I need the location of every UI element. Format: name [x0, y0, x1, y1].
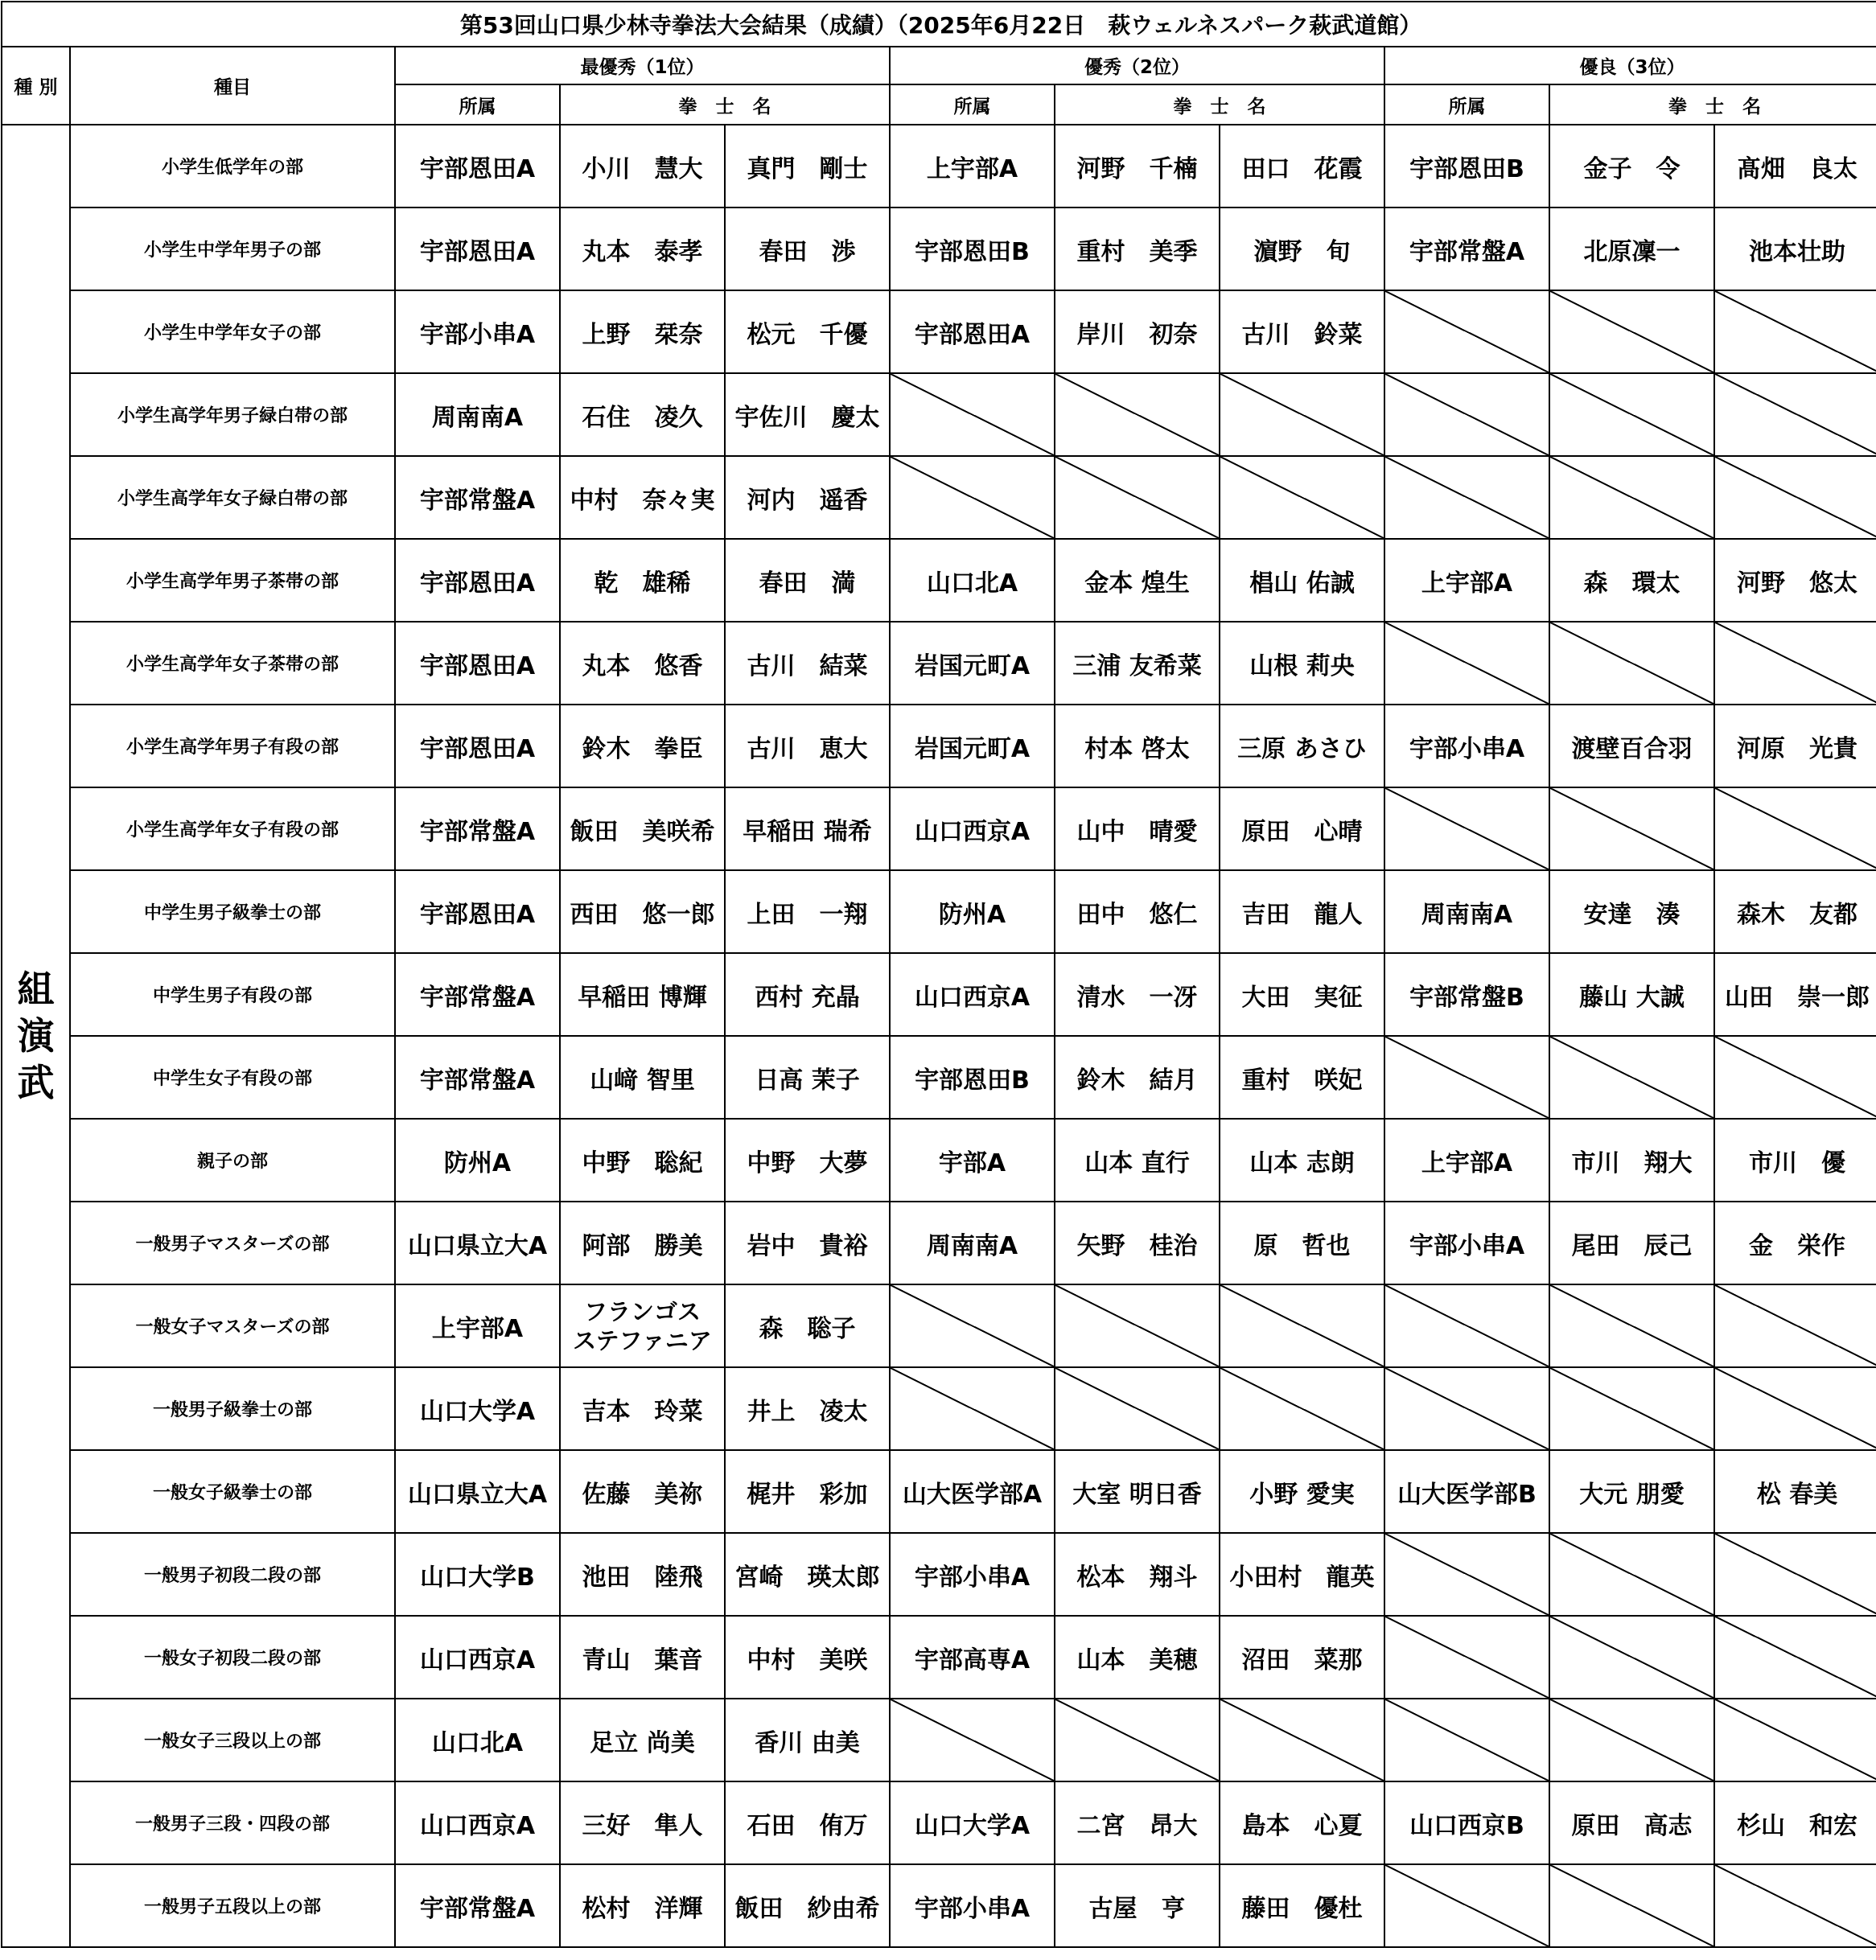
- rank2-name-2-cell: 山本 志朗: [1220, 1119, 1384, 1202]
- rank1-name-2-cell: 古川 恵大: [725, 705, 890, 787]
- rank3-affiliation-header: 所属: [1384, 84, 1549, 125]
- rank3-name-1-cell: 市川 翔大: [1549, 1119, 1714, 1202]
- empty-slash-cell: [1714, 1533, 1876, 1616]
- rank1-affiliation-cell: 宇部恩田A: [395, 870, 560, 953]
- rank2-affiliation-cell: 周南南A: [890, 1202, 1055, 1284]
- rank2-name-2-cell: 小田村 龍英: [1220, 1533, 1384, 1616]
- rank1-name-1-cell: 乾 雄稀: [560, 539, 725, 622]
- rank2-name-2-cell: 原 哲也: [1220, 1202, 1384, 1284]
- rank1-name-2-cell: 真門 剛士: [725, 125, 890, 208]
- rank1-affiliation-cell: 宇部恩田A: [395, 125, 560, 208]
- rank3-affiliation-cell: 山大医学部B: [1384, 1450, 1549, 1533]
- event-cell: 一般女子三段以上の部: [70, 1699, 395, 1781]
- event-cell: 小学生高学年男子有段の部: [70, 705, 395, 787]
- table-row: [2, 1864, 1876, 1947]
- rank3-affiliation-cell: 宇部小串A: [1384, 705, 1549, 787]
- empty-slash-cell: [1055, 1367, 1220, 1450]
- rank3-name-2-cell: 森木 友都: [1714, 870, 1876, 953]
- table-row: [2, 456, 1876, 539]
- rank1-name-1-cell: フランゴス ステファニア: [560, 1284, 725, 1367]
- rank1-name-1-cell: 足立 尚美: [560, 1699, 725, 1781]
- event-cell: 一般男子級拳士の部: [70, 1367, 395, 1450]
- rank2-affiliation-cell: 防州A: [890, 870, 1055, 953]
- rank1-name-1-cell: 佐藤 美祢: [560, 1450, 725, 1533]
- empty-slash-cell: [1549, 622, 1714, 705]
- empty-slash-cell: [1384, 456, 1549, 539]
- table-row: [2, 870, 1876, 953]
- event-cell: 小学生高学年男子緑白帯の部: [70, 373, 395, 456]
- rank2-affiliation-cell: 岩国元町A: [890, 622, 1055, 705]
- table-row: [2, 373, 1876, 456]
- empty-slash-cell: [1549, 787, 1714, 870]
- rank3-affiliation-cell: 宇部常盤A: [1384, 208, 1549, 290]
- rank1-affiliation-cell: 宇部恩田A: [395, 208, 560, 290]
- empty-slash-cell: [1384, 1367, 1549, 1450]
- event-cell: 小学生高学年女子緑白帯の部: [70, 456, 395, 539]
- empty-slash-cell: [1220, 1284, 1384, 1367]
- rank1-affiliation-cell: 宇部常盤A: [395, 787, 560, 870]
- rank2-name-1-cell: 鈴木 結月: [1055, 1036, 1220, 1119]
- rank1-name-1-cell: 石住 凌久: [560, 373, 725, 456]
- rank1-affiliation-cell: 周南南A: [395, 373, 560, 456]
- rank1-name-2-cell: 日高 茉子: [725, 1036, 890, 1119]
- rank1-name-2-cell: 西村 充晶: [725, 953, 890, 1036]
- rank2-affiliation-cell: 宇部恩田B: [890, 208, 1055, 290]
- empty-slash-cell: [1384, 290, 1549, 373]
- rank2-header: 優秀（2位）: [890, 47, 1384, 84]
- empty-slash-cell: [1220, 373, 1384, 456]
- empty-slash-cell: [1384, 1284, 1549, 1367]
- rank3-affiliation-cell: 周南南A: [1384, 870, 1549, 953]
- event-cell: 中学生男子有段の部: [70, 953, 395, 1036]
- rank1-names-header: 拳 士 名: [560, 84, 890, 125]
- empty-slash-cell: [890, 373, 1055, 456]
- rank1-affiliation-cell: 宇部常盤A: [395, 456, 560, 539]
- rank1-affiliation-cell: 山口大学A: [395, 1367, 560, 1450]
- rank1-name-1-cell: 阿部 勝美: [560, 1202, 725, 1284]
- empty-slash-cell: [1714, 787, 1876, 870]
- rank3-name-2-cell: 市川 優: [1714, 1119, 1876, 1202]
- empty-slash-cell: [890, 456, 1055, 539]
- rank1-name-2-cell: 古川 結菜: [725, 622, 890, 705]
- rank1-name-2-cell: 宇佐川 慶太: [725, 373, 890, 456]
- empty-slash-cell: [1714, 373, 1876, 456]
- rank2-affiliation-cell: 山口北A: [890, 539, 1055, 622]
- rank2-affiliation-cell: 岩国元町A: [890, 705, 1055, 787]
- empty-slash-cell: [1549, 1284, 1714, 1367]
- rank3-name-2-cell: 金 栄作: [1714, 1202, 1876, 1284]
- rank1-name-2-cell: 岩中 貴裕: [725, 1202, 890, 1284]
- empty-slash-cell: [1714, 622, 1876, 705]
- rank2-affiliation-cell: 宇部A: [890, 1119, 1055, 1202]
- empty-slash-cell: [1055, 1699, 1220, 1781]
- rank1-name-1-cell: 吉本 玲菜: [560, 1367, 725, 1450]
- rank3-affiliation-cell: 上宇部A: [1384, 539, 1549, 622]
- rank2-affiliation-cell: 宇部恩田B: [890, 1036, 1055, 1119]
- rank2-name-1-cell: 村本 啓太: [1055, 705, 1220, 787]
- rank2-name-1-cell: 山本 直行: [1055, 1119, 1220, 1202]
- empty-slash-cell: [1055, 1284, 1220, 1367]
- rank3-name-2-cell: 杉山 和宏: [1714, 1781, 1876, 1864]
- rank1-name-1-cell: 鈴木 拳臣: [560, 705, 725, 787]
- results-table: [1, 1, 1876, 1948]
- empty-slash-cell: [1220, 456, 1384, 539]
- event-cell: 一般男子三段・四段の部: [70, 1781, 395, 1864]
- rank1-name-1-cell: 小川 慧大: [560, 125, 725, 208]
- empty-slash-cell: [1549, 1036, 1714, 1119]
- rank3-name-2-cell: 河野 悠太: [1714, 539, 1876, 622]
- rank2-name-1-cell: 山本 美穂: [1055, 1616, 1220, 1699]
- event-cell: 親子の部: [70, 1119, 395, 1202]
- rank1-name-1-cell: 松村 洋輝: [560, 1864, 725, 1947]
- empty-slash-cell: [1384, 1036, 1549, 1119]
- event-cell: 小学生中学年男子の部: [70, 208, 395, 290]
- rank1-name-1-cell: 丸本 泰孝: [560, 208, 725, 290]
- table-row: [2, 1202, 1876, 1284]
- table-row: [2, 787, 1876, 870]
- empty-slash-cell: [1714, 1864, 1876, 1947]
- empty-slash-cell: [1220, 1699, 1384, 1781]
- event-cell: 小学生低学年の部: [70, 125, 395, 208]
- event-cell: 一般男子初段二段の部: [70, 1533, 395, 1616]
- rank2-name-2-cell: 島本 心夏: [1220, 1781, 1384, 1864]
- rank2-affiliation-cell: 山口西京A: [890, 953, 1055, 1036]
- empty-slash-cell: [890, 1367, 1055, 1450]
- empty-slash-cell: [1220, 1367, 1384, 1450]
- rank2-name-2-cell: 三原 あさひ: [1220, 705, 1384, 787]
- rank1-affiliation-cell: 宇部恩田A: [395, 539, 560, 622]
- empty-slash-cell: [1549, 1616, 1714, 1699]
- table-row: [2, 208, 1876, 290]
- empty-slash-cell: [1714, 1616, 1876, 1699]
- table-row: [2, 290, 1876, 373]
- rank1-affiliation-cell: 宇部常盤A: [395, 1864, 560, 1947]
- rank1-name-1-cell: 西田 悠一郎: [560, 870, 725, 953]
- rank3-name-2-cell: 松 春美: [1714, 1450, 1876, 1533]
- event-cell: 小学生高学年女子有段の部: [70, 787, 395, 870]
- empty-slash-cell: [1549, 290, 1714, 373]
- rank3-affiliation-cell: 宇部小串A: [1384, 1202, 1549, 1284]
- table-row: [2, 1367, 1876, 1450]
- rank1-name-2-cell: 上田 一翔: [725, 870, 890, 953]
- rank1-affiliation-cell: 宇部恩田A: [395, 622, 560, 705]
- rank3-name-1-cell: 尾田 辰己: [1549, 1202, 1714, 1284]
- rank2-name-2-cell: 重村 咲妃: [1220, 1036, 1384, 1119]
- rank3-name-1-cell: 大元 朋愛: [1549, 1450, 1714, 1533]
- table-row: [2, 1616, 1876, 1699]
- table-row: [2, 1699, 1876, 1781]
- rank1-affiliation-cell: 山口県立大A: [395, 1450, 560, 1533]
- table-row: [2, 1284, 1876, 1367]
- rank1-name-2-cell: 梶井 彩加: [725, 1450, 890, 1533]
- rank2-name-1-cell: 松本 翔斗: [1055, 1533, 1220, 1616]
- rank1-name-1-cell: 飯田 美咲希: [560, 787, 725, 870]
- rank1-name-2-cell: 春田 渉: [725, 208, 890, 290]
- event-cell: 一般女子マスターズの部: [70, 1284, 395, 1367]
- rank3-name-1-cell: 藤山 大誠: [1549, 953, 1714, 1036]
- rank1-affiliation-cell: 山口大学B: [395, 1533, 560, 1616]
- event-cell: 小学生高学年男子茶帯の部: [70, 539, 395, 622]
- rank2-name-1-cell: 田中 悠仁: [1055, 870, 1220, 953]
- rank3-name-1-cell: 森 環太: [1549, 539, 1714, 622]
- rank2-name-1-cell: 岸川 初奈: [1055, 290, 1220, 373]
- rank2-name-1-cell: 三浦 友希菜: [1055, 622, 1220, 705]
- rank2-name-1-cell: 清水 一冴: [1055, 953, 1220, 1036]
- empty-slash-cell: [1055, 456, 1220, 539]
- rank2-name-1-cell: 矢野 桂治: [1055, 1202, 1220, 1284]
- rank2-name-2-cell: 大田 実征: [1220, 953, 1384, 1036]
- rank2-name-2-cell: 椙山 佑誠: [1220, 539, 1384, 622]
- table-row: [2, 1450, 1876, 1533]
- event-cell: 一般男子五段以上の部: [70, 1864, 395, 1947]
- rank1-affiliation-cell: 山口西京A: [395, 1781, 560, 1864]
- event-cell: 小学生中学年女子の部: [70, 290, 395, 373]
- rank1-name-2-cell: 中野 大夢: [725, 1119, 890, 1202]
- event-cell: 中学生女子有段の部: [70, 1036, 395, 1119]
- rank2-name-2-cell: 古川 鈴菜: [1220, 290, 1384, 373]
- rank3-name-2-cell: 河原 光貴: [1714, 705, 1876, 787]
- rank3-affiliation-cell: 上宇部A: [1384, 1119, 1549, 1202]
- rank1-affiliation-cell: 上宇部A: [395, 1284, 560, 1367]
- rank1-name-2-cell: 宮崎 瑛太郎: [725, 1533, 890, 1616]
- rank1-name-2-cell: 石田 侑万: [725, 1781, 890, 1864]
- rank1-affiliation-cell: 防州A: [395, 1119, 560, 1202]
- empty-slash-cell: [1384, 1699, 1549, 1781]
- event-cell: 中学生男子級拳士の部: [70, 870, 395, 953]
- rank3-name-2-cell: 池本壮助: [1714, 208, 1876, 290]
- rank2-name-1-cell: 大室 明日香: [1055, 1450, 1220, 1533]
- rank2-affiliation-cell: 山口西京A: [890, 787, 1055, 870]
- empty-slash-cell: [1384, 373, 1549, 456]
- table-row: [2, 125, 1876, 208]
- rank2-name-1-cell: 重村 美季: [1055, 208, 1220, 290]
- rank2-name-2-cell: 小野 愛実: [1220, 1450, 1384, 1533]
- rank1-name-1-cell: 池田 陸飛: [560, 1533, 725, 1616]
- rank3-affiliation-cell: 宇部恩田B: [1384, 125, 1549, 208]
- event-cell: 一般女子級拳士の部: [70, 1450, 395, 1533]
- rank1-name-1-cell: 山﨑 智里: [560, 1036, 725, 1119]
- rank2-affiliation-cell: 宇部小串A: [890, 1864, 1055, 1947]
- table-row: [2, 1533, 1876, 1616]
- empty-slash-cell: [1055, 373, 1220, 456]
- rank1-affiliation-cell: 宇部小串A: [395, 290, 560, 373]
- empty-slash-cell: [1384, 1616, 1549, 1699]
- rank2-name-1-cell: 山中 晴愛: [1055, 787, 1220, 870]
- rank2-affiliation-cell: 上宇部A: [890, 125, 1055, 208]
- empty-slash-cell: [890, 1284, 1055, 1367]
- rank3-name-1-cell: 北原凜一: [1549, 208, 1714, 290]
- rank1-name-2-cell: 中村 美咲: [725, 1616, 890, 1699]
- table-row: [2, 705, 1876, 787]
- rank2-names-header: 拳 士 名: [1055, 84, 1384, 125]
- rank2-name-2-cell: 山根 莉央: [1220, 622, 1384, 705]
- event-header: 種目: [70, 47, 395, 125]
- empty-slash-cell: [1549, 456, 1714, 539]
- empty-slash-cell: [1549, 1533, 1714, 1616]
- rank2-affiliation-cell: 宇部小串A: [890, 1533, 1055, 1616]
- rank1-affiliation-cell: 宇部恩田A: [395, 705, 560, 787]
- rank1-affiliation-cell: 宇部常盤A: [395, 953, 560, 1036]
- empty-slash-cell: [1384, 622, 1549, 705]
- rank2-name-1-cell: 金本 煌生: [1055, 539, 1220, 622]
- rank2-name-2-cell: 吉田 龍人: [1220, 870, 1384, 953]
- table-row: [2, 1036, 1876, 1119]
- empty-slash-cell: [890, 1699, 1055, 1781]
- rank2-name-1-cell: 河野 千楠: [1055, 125, 1220, 208]
- rank1-name-1-cell: 三好 隼人: [560, 1781, 725, 1864]
- rank3-name-1-cell: 渡壁百合羽: [1549, 705, 1714, 787]
- rank3-name-1-cell: 金子 令: [1549, 125, 1714, 208]
- empty-slash-cell: [1714, 1699, 1876, 1781]
- rank1-name-2-cell: 早稲田 瑞希: [725, 787, 890, 870]
- kind-header: 種 別: [2, 47, 70, 125]
- rank1-affiliation-header: 所属: [395, 84, 560, 125]
- table-row: [2, 953, 1876, 1036]
- empty-slash-cell: [1384, 787, 1549, 870]
- rank1-affiliation-cell: 宇部常盤A: [395, 1036, 560, 1119]
- rank1-name-2-cell: 井上 凌太: [725, 1367, 890, 1450]
- empty-slash-cell: [1549, 1699, 1714, 1781]
- table-row: [2, 1119, 1876, 1202]
- page-title: 第53回山口県少林寺拳法大会結果（成績）（2025年6月22日 萩ウェルネスパーク萩武道館）: [2, 2, 1876, 47]
- results-body: [2, 125, 1876, 1947]
- rank1-name-1-cell: 中野 聡紀: [560, 1119, 725, 1202]
- empty-slash-cell: [1714, 1284, 1876, 1367]
- rank3-name-2-cell: 山田 崇一郎: [1714, 953, 1876, 1036]
- rank2-affiliation-cell: 宇部高専A: [890, 1616, 1055, 1699]
- rank1-name-2-cell: 飯田 紗由希: [725, 1864, 890, 1947]
- table-row: [2, 539, 1876, 622]
- table-row: [2, 622, 1876, 705]
- rank3-affiliation-cell: 山口西京B: [1384, 1781, 1549, 1864]
- rank1-name-1-cell: 中村 奈々実: [560, 456, 725, 539]
- empty-slash-cell: [1384, 1533, 1549, 1616]
- rank2-name-1-cell: 古屋 亨: [1055, 1864, 1220, 1947]
- rank1-name-2-cell: 春田 満: [725, 539, 890, 622]
- rank2-name-2-cell: 濵野 旬: [1220, 208, 1384, 290]
- rank3-header: 優良（3位）: [1384, 47, 1876, 84]
- rank1-name-1-cell: 上野 栞奈: [560, 290, 725, 373]
- rank2-affiliation-cell: 宇部恩田A: [890, 290, 1055, 373]
- empty-slash-cell: [1549, 1367, 1714, 1450]
- rank1-affiliation-cell: 山口西京A: [395, 1616, 560, 1699]
- rank3-affiliation-cell: 宇部常盤B: [1384, 953, 1549, 1036]
- empty-slash-cell: [1714, 456, 1876, 539]
- event-cell: 小学生高学年女子茶帯の部: [70, 622, 395, 705]
- empty-slash-cell: [1384, 1864, 1549, 1947]
- rank1-name-1-cell: 丸本 悠香: [560, 622, 725, 705]
- category-cell: 組 演 武: [2, 125, 70, 1947]
- rank3-name-2-cell: 髙畑 良太: [1714, 125, 1876, 208]
- rank1-header: 最優秀（1位）: [395, 47, 890, 84]
- rank1-affiliation-cell: 山口県立大A: [395, 1202, 560, 1284]
- event-cell: 一般女子初段二段の部: [70, 1616, 395, 1699]
- empty-slash-cell: [1549, 373, 1714, 456]
- rank2-name-1-cell: 二宮 昂大: [1055, 1781, 1220, 1864]
- rank1-name-2-cell: 森 聡子: [725, 1284, 890, 1367]
- rank3-name-1-cell: 原田 高志: [1549, 1781, 1714, 1864]
- rank3-names-header: 拳 士 名: [1549, 84, 1876, 125]
- rank1-name-2-cell: 河内 遥香: [725, 456, 890, 539]
- rank2-name-2-cell: 沼田 菜那: [1220, 1616, 1384, 1699]
- rank2-affiliation-header: 所属: [890, 84, 1055, 125]
- rank1-name-2-cell: 香川 由美: [725, 1699, 890, 1781]
- empty-slash-cell: [1714, 290, 1876, 373]
- rank2-affiliation-cell: 山大医学部A: [890, 1450, 1055, 1533]
- rank1-affiliation-cell: 山口北A: [395, 1699, 560, 1781]
- rank3-name-1-cell: 安達 湊: [1549, 870, 1714, 953]
- rank2-name-2-cell: 田口 花霞: [1220, 125, 1384, 208]
- rank1-name-1-cell: 早稲田 博輝: [560, 953, 725, 1036]
- rank1-name-2-cell: 松元 千優: [725, 290, 890, 373]
- rank2-name-2-cell: 藤田 優杜: [1220, 1864, 1384, 1947]
- rank1-name-1-cell: 青山 葉音: [560, 1616, 725, 1699]
- rank2-name-2-cell: 原田 心晴: [1220, 787, 1384, 870]
- empty-slash-cell: [1714, 1367, 1876, 1450]
- event-cell: 一般男子マスターズの部: [70, 1202, 395, 1284]
- rank2-affiliation-cell: 山口大学A: [890, 1781, 1055, 1864]
- empty-slash-cell: [1714, 1036, 1876, 1119]
- table-row: [2, 1781, 1876, 1864]
- empty-slash-cell: [1549, 1864, 1714, 1947]
